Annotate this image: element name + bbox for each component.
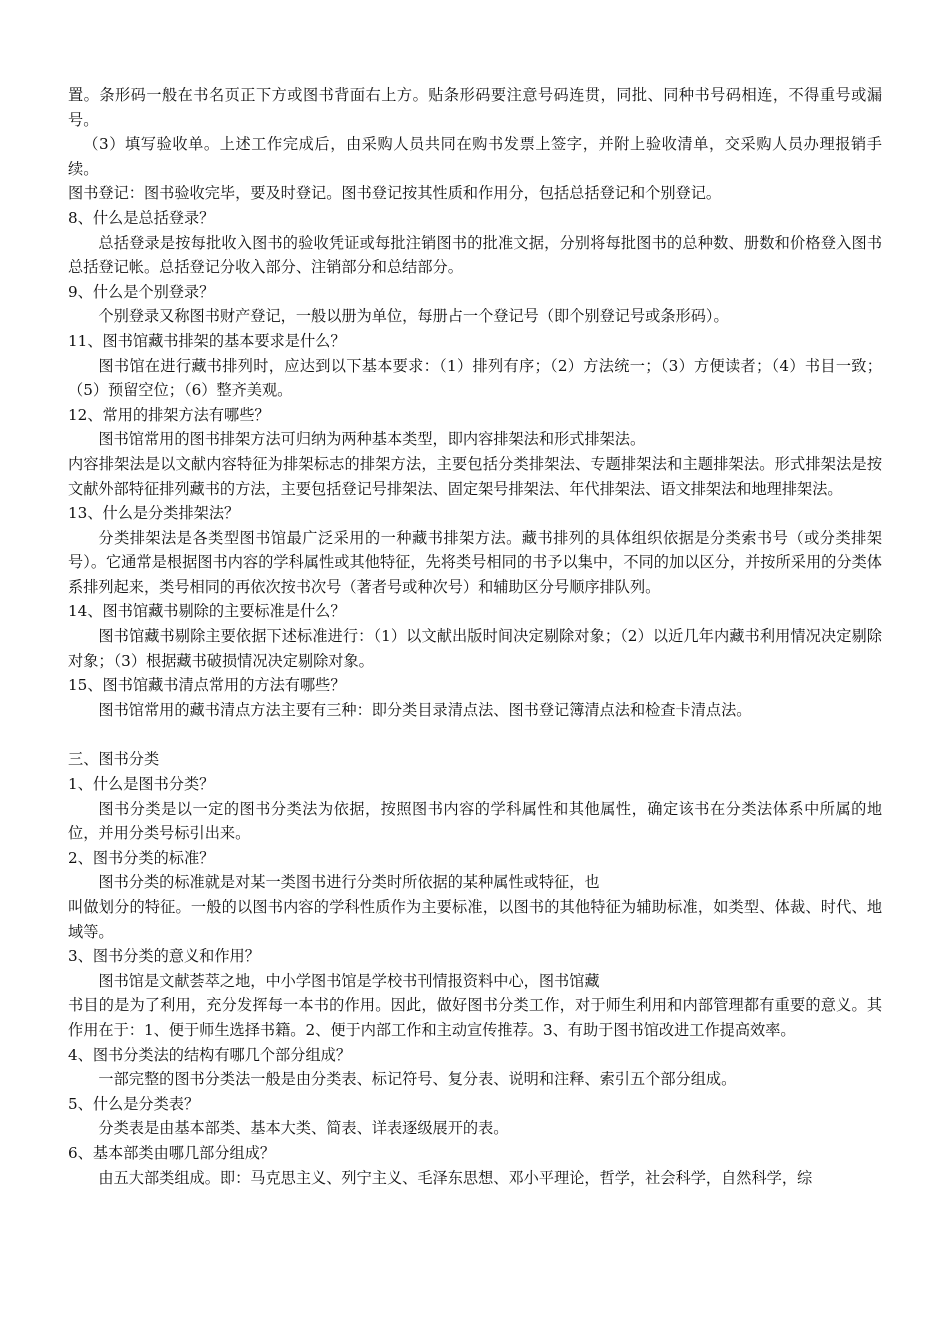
answer-paragraph: 图书分类是以一定的图书分类法为依据，按照图书内容的学科属性和其他属性，确定该书在分类法体系中所属的地位，并用分类号标引出来。 bbox=[68, 799, 882, 843]
paragraph: 图书登记：图书验收完毕，要及时登记。图书登记按其性质和作用分，包括总括登记和个别登记。 bbox=[68, 184, 722, 203]
answer-paragraph: 图书分类的标准就是对某一类图书进行分类时所依据的某种属性或特征，也 bbox=[98, 873, 600, 892]
answer-paragraph: 分类表是由基本部类、基本大类、简表、详表逐级展开的表。 bbox=[98, 1119, 509, 1138]
question-heading: 15、图书馆藏书清点常用的方法有哪些？ bbox=[68, 676, 346, 695]
question-heading: 12、常用的排架方法有哪些？ bbox=[68, 405, 270, 424]
answer-paragraph: 一部完整的图书分类法一般是由分类表、标记符号、复分表、说明和注释、索引五个部分组成。 bbox=[98, 1070, 737, 1089]
answer-paragraph: 分类排架法是各类型图书馆最广泛采用的一种藏书排架方法。藏书排列的具体组织依据是分类索书号（或分类排架号）。它通常是根据图书内容的学科属性或其他特征，先将类号相同的书予以集中，不同的加以区分，并按所采用的分类体系排列起来，类号相同的再依次按书次号（著者号或种次号）和辅助区分号顺序排队列。 bbox=[68, 528, 882, 596]
question-heading: 5、什么是分类表？ bbox=[68, 1094, 200, 1113]
paragraph: （3）填写验收单。上述工作完成后，由采购人员共同在购书发票上签字，并附上验收清单，交采购人员办理报销手续。 bbox=[68, 135, 882, 178]
question-heading: 6、基本部类由哪几部分组成？ bbox=[68, 1143, 276, 1162]
question-heading: 14、图书馆藏书剔除的主要标准是什么？ bbox=[68, 602, 346, 621]
answer-paragraph: 图书馆常用的藏书清点方法主要有三种：即分类目录清点法、图书登记簿清点法和检查卡清点法。 bbox=[98, 700, 752, 719]
answer-paragraph: 总括登录是按每批收入图书的验收凭证或每批注销图书的批准文据，分别将每批图书的总种数、册数和价格登入图书总括登记帐。总括登记分收入部分、注销部分和总结部分。 bbox=[68, 233, 882, 277]
question-heading: 4、图书分类法的结构有哪几个部分组成？ bbox=[68, 1045, 352, 1064]
answer-paragraph: 图书馆是文献荟萃之地，中小学图书馆是学校书刊情报资料中心，图书馆藏 bbox=[98, 971, 600, 990]
answer-paragraph: 图书馆藏书剔除主要依据下述标准进行：（1）以文献出版时间决定剔除对象；（2）以近几年内藏书利用情况决定剔除对象；（3）根据藏书破损情况决定剔除对象。 bbox=[68, 627, 882, 670]
question-heading: 9、什么是个别登录？ bbox=[68, 282, 215, 301]
question-heading: 8、什么是总括登录？ bbox=[68, 208, 215, 227]
question-heading: 3、图书分类的意义和作用？ bbox=[68, 947, 260, 966]
answer-paragraph: 个别登录又称图书财产登记，一般以册为单位，每册占一个登记号（即个别登记号或条形码）。 bbox=[98, 307, 729, 326]
answer-paragraph: 由五大部类组成。即：马克思主义、列宁主义、毛泽东思想、邓小平理论，哲学，社会科学，自然科学，综 bbox=[98, 1168, 813, 1187]
section-heading: 三、图书分类 bbox=[68, 750, 160, 769]
answer-paragraph: 图书馆在进行藏书排列时，应达到以下基本要求：（1）排列有序；（2）方法统一；（3）方便读者；（4）书目一致；（5）预留空位；（6）整齐美观。 bbox=[68, 356, 882, 400]
question-heading: 11、图书馆藏书排架的基本要求是什么？ bbox=[68, 331, 346, 350]
paragraph: 内容排架法是以文献内容特征为排架标志的排架方法，主要包括分类排架法、专题排架法和主题排架法。形式排架法是按文献外部特征排列藏书的方法，主要包括登记号排架法、固定架号排架法、年代排架法、语文排架法和地理排架法。 bbox=[68, 454, 882, 498]
paragraph: 书目的是为了利用，充分发挥每一本书的作用。因此，做好图书分类工作，对于师生利用和内部管理都有重要的意义。其作用在于：1、便于师生选择书籍。2、便于内部工作和主动宣传推荐。3、有助于图书馆改进工作提高效率。 bbox=[68, 996, 882, 1039]
question-heading: 2、图书分类的标准？ bbox=[68, 848, 215, 867]
paragraph: 置。条形码一般在书名页正下方或图书背面右上方。贴条形码要注意号码连贯，同批、同种书号码相连，不得重号或漏号。 bbox=[68, 86, 882, 129]
paragraph: 叫做划分的特征。一般的以图书内容的学科性质作为主要标准，以图书的其他特征为辅助标准，如类型、体裁、时代、地域等。 bbox=[68, 898, 882, 941]
question-heading: 1、什么是图书分类？ bbox=[68, 775, 215, 794]
question-heading: 13、什么是分类排架法？ bbox=[68, 504, 240, 523]
answer-paragraph: 图书馆常用的图书排架方法可归纳为两种基本类型，即内容排架法和形式排架法。 bbox=[98, 430, 646, 449]
blank-line bbox=[68, 722, 882, 747]
